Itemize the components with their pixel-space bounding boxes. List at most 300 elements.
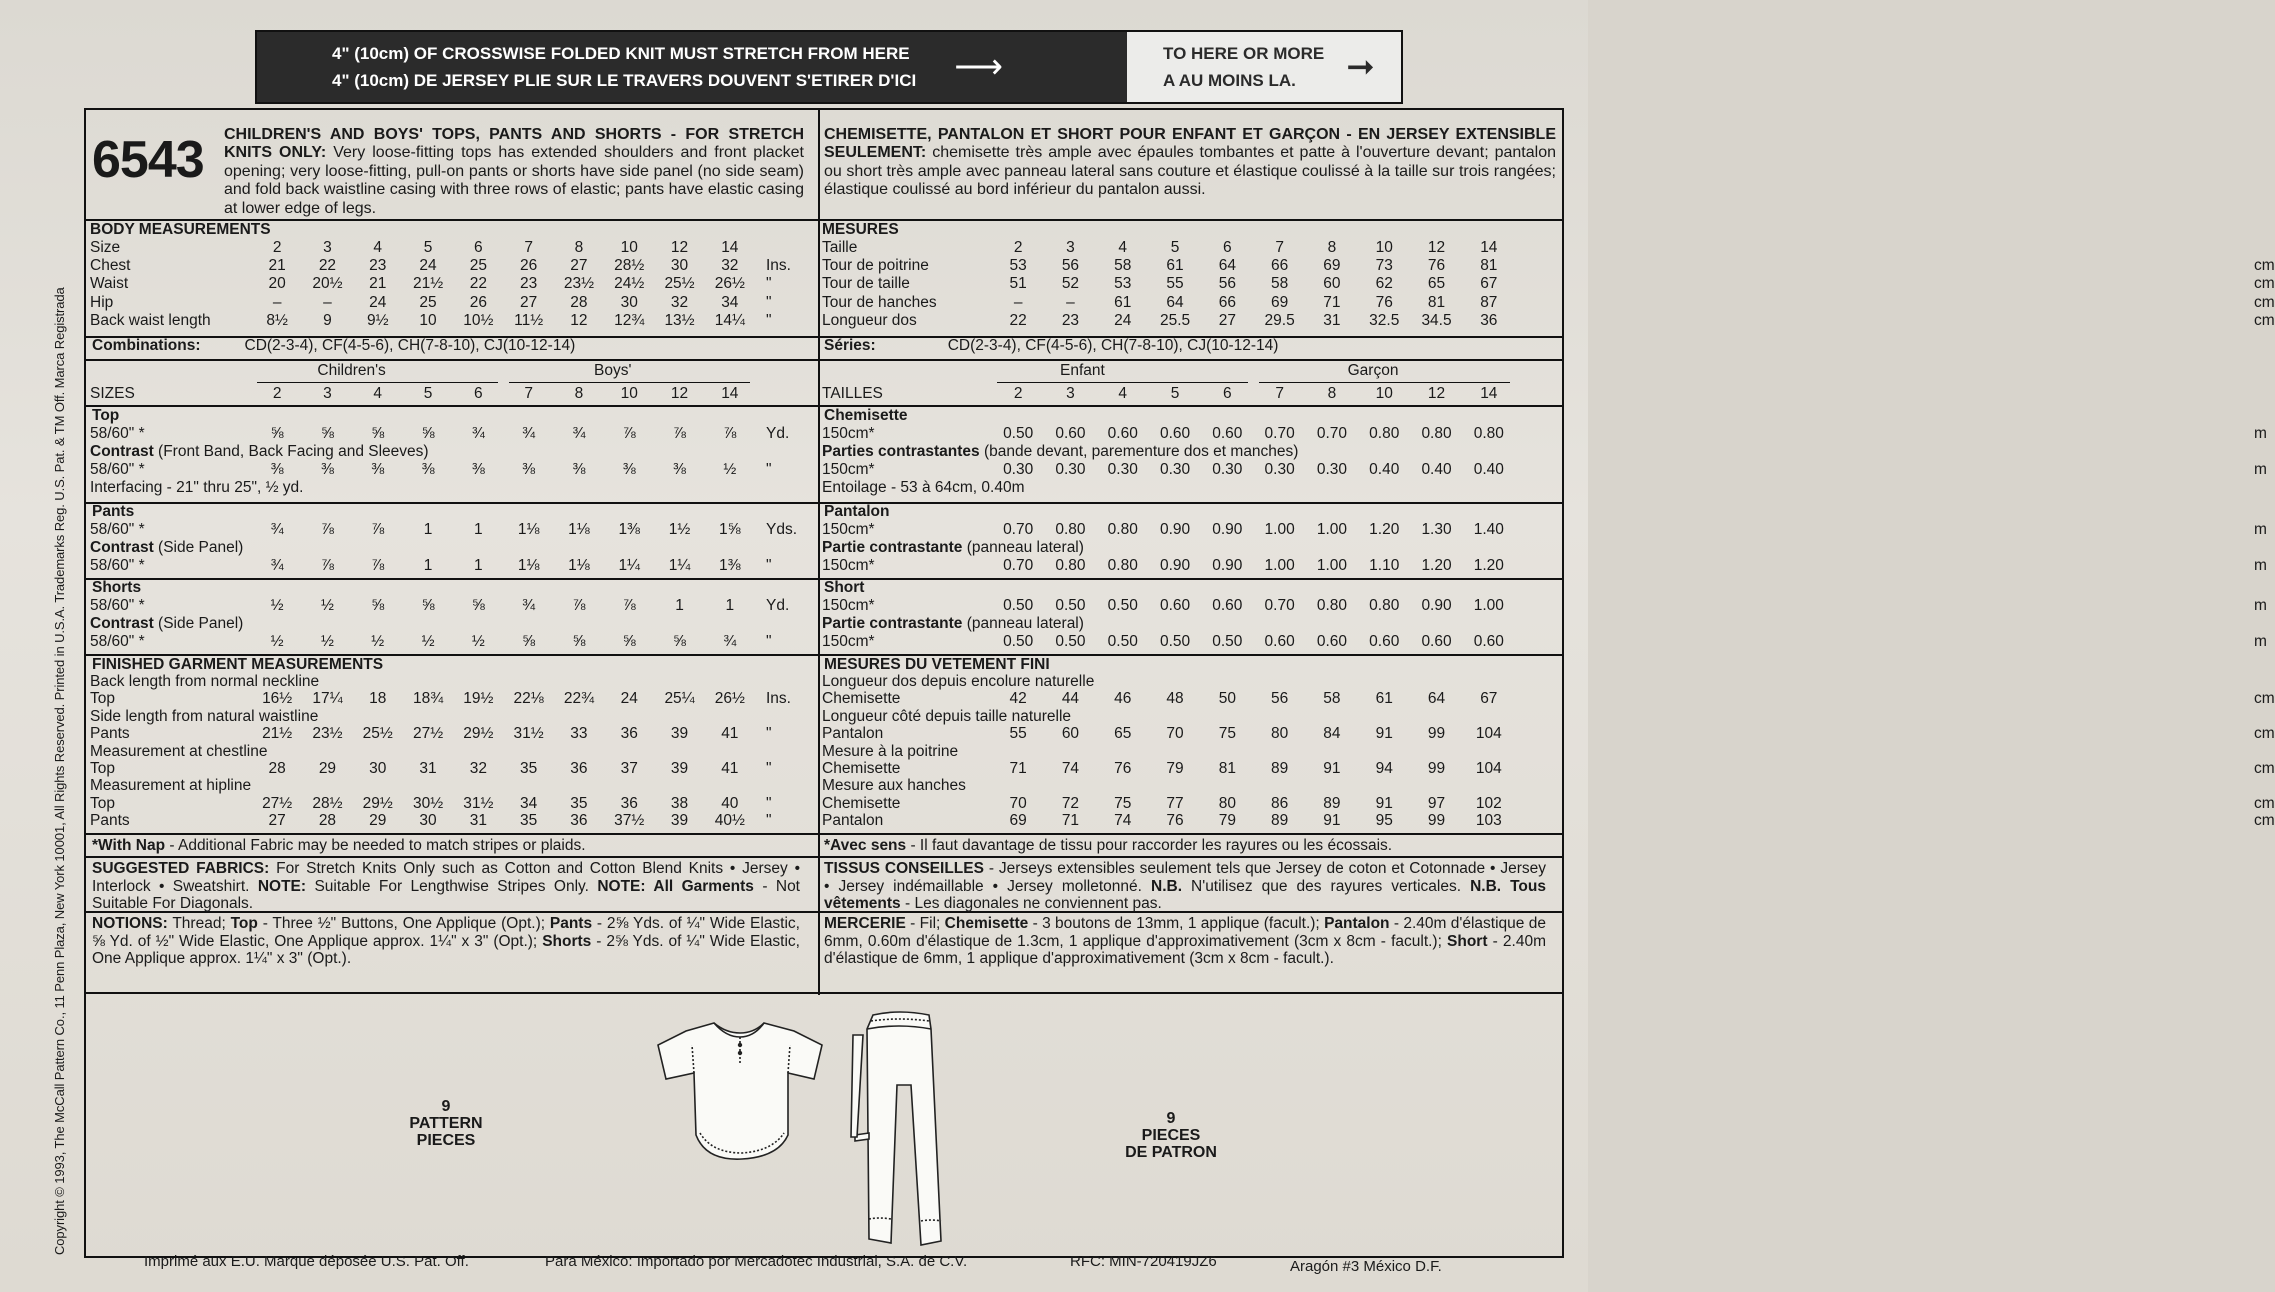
cell-value: – bbox=[1066, 293, 1075, 311]
footer-address: Aragón #3 México D.F. bbox=[1290, 1258, 1442, 1275]
section-heading bbox=[90, 221, 780, 239]
cell-value: 12 bbox=[570, 311, 588, 329]
cell-value: 0.30 bbox=[1107, 460, 1138, 478]
sizes-values bbox=[252, 385, 755, 403]
cell-value: 89 bbox=[1271, 812, 1289, 830]
cell-value: 19½ bbox=[463, 690, 494, 708]
row-label: Pants bbox=[90, 725, 130, 743]
row-values bbox=[252, 257, 755, 275]
row-values bbox=[992, 275, 1515, 293]
nap-text: - Il faut davantage de tissu pour raccorder les rayures ou les écossais. bbox=[906, 837, 1393, 854]
cell-value: 58 bbox=[1114, 257, 1132, 275]
table-row bbox=[822, 597, 2267, 615]
table-row bbox=[822, 239, 1512, 257]
cell-value: 30 bbox=[620, 293, 638, 311]
yardage-heading: Pantalon bbox=[824, 503, 890, 520]
row-label: 150cm* bbox=[822, 632, 875, 650]
suggested-fabrics bbox=[92, 860, 800, 913]
row-label: Hip bbox=[90, 293, 114, 311]
cell-value: 65 bbox=[1427, 275, 1446, 293]
cell-value: 24 bbox=[1114, 311, 1132, 329]
cell-value: 40 bbox=[721, 794, 739, 812]
cell-value: 0.70 bbox=[1316, 425, 1348, 442]
cell-value: 10½ bbox=[463, 311, 494, 329]
cell-value: 70 bbox=[1166, 725, 1184, 743]
table-row bbox=[90, 673, 780, 691]
cell-value: 41 bbox=[721, 725, 739, 743]
cell-value: ¾ bbox=[270, 521, 284, 538]
row-label: Longueur dos depuis encolure naturelle bbox=[822, 673, 1095, 690]
yardage-heading: Chemisette bbox=[824, 407, 908, 424]
yardage-heading: Pants bbox=[92, 503, 135, 520]
row-values bbox=[992, 425, 1515, 443]
cell-value: 0.80 bbox=[1369, 425, 1400, 442]
section-heading bbox=[822, 221, 1512, 239]
cell-value: 0.60 bbox=[1369, 632, 1400, 650]
nap-label: *Avec sens bbox=[824, 837, 907, 854]
stretch-to-en: TO HERE OR MORE bbox=[1163, 44, 1325, 63]
size-value: 4 bbox=[1118, 385, 1128, 402]
row-label: Mesure à la poitrine bbox=[822, 742, 959, 760]
cell-value: 1 bbox=[423, 556, 433, 574]
row-label: 150cm* bbox=[822, 425, 875, 442]
row-label: Entoilage - 53 à 64cm, 0.40m bbox=[822, 479, 1025, 496]
cell-value: 22 bbox=[469, 275, 487, 293]
cell-value: ¾ bbox=[572, 425, 586, 442]
cell-value: 29 bbox=[369, 812, 387, 830]
cell-value: 0.90 bbox=[1212, 521, 1243, 538]
cell-value: 25.5 bbox=[1159, 311, 1191, 329]
row-label: Top bbox=[90, 794, 115, 812]
cell-value: 4 bbox=[373, 239, 383, 256]
cell-value: 71 bbox=[1323, 293, 1341, 311]
cell-value: – bbox=[272, 293, 282, 311]
pattern-pieces-en: 9 PATTERN PIECES bbox=[409, 1098, 483, 1149]
cell-value: 29½ bbox=[362, 794, 393, 812]
cell-value: 27½ bbox=[262, 794, 293, 812]
row-unit: Yds. bbox=[766, 521, 798, 538]
stretch-guide-to bbox=[1127, 32, 1401, 102]
row-unit: " bbox=[766, 725, 772, 743]
row-label: Tour de taille bbox=[822, 275, 910, 293]
arrow-right-icon: ➞ bbox=[1346, 48, 1375, 86]
row-unit: " bbox=[766, 460, 772, 478]
cell-value: 23 bbox=[369, 257, 387, 275]
notions-garment: Short bbox=[1447, 932, 1488, 950]
size-value: 12 bbox=[1427, 385, 1446, 402]
row-unit: Ins. bbox=[766, 257, 791, 275]
cell-value: ⅜ bbox=[371, 460, 385, 478]
cell-value: 84 bbox=[1323, 725, 1341, 743]
table-row bbox=[822, 443, 1512, 461]
cell-value: 6 bbox=[1223, 239, 1232, 256]
cell-value: ⅝ bbox=[673, 632, 686, 650]
nap-note bbox=[824, 837, 1544, 855]
row-unit: " bbox=[766, 760, 772, 777]
cell-value: 99 bbox=[1427, 812, 1446, 830]
cell-value: 32 bbox=[670, 293, 689, 311]
cell-value: 0.90 bbox=[1421, 597, 1452, 614]
size-value: 4 bbox=[373, 385, 383, 402]
fabrics-note-text: N'utilisez que des rayures verticales. bbox=[1182, 877, 1471, 895]
cell-value: 66 bbox=[1218, 293, 1236, 311]
cell-value: 56 bbox=[1218, 275, 1236, 293]
yardage-heading: Top bbox=[92, 407, 120, 424]
table-row bbox=[822, 521, 2267, 539]
cell-value: 27½ bbox=[412, 725, 444, 743]
cell-value: 36 bbox=[570, 760, 588, 777]
table-row bbox=[90, 760, 780, 778]
stretch-from-en: 4" (10cm) OF CROSSWISE FOLDED KNIT MUST STRETCH FROM HERE bbox=[332, 44, 910, 63]
group-underline bbox=[257, 382, 498, 383]
row-unit: " bbox=[766, 275, 772, 293]
cell-value: 18¾ bbox=[412, 690, 444, 708]
cell-value: 35 bbox=[520, 760, 538, 777]
cell-value: 29½ bbox=[463, 725, 494, 743]
cell-value: ⅜ bbox=[572, 460, 586, 478]
cell-value: 0.40 bbox=[1369, 460, 1400, 478]
cell-value: 5 bbox=[423, 239, 433, 256]
cell-value: 9 bbox=[323, 311, 332, 329]
cell-value: 44 bbox=[1061, 690, 1080, 708]
cell-value: 89 bbox=[1271, 760, 1289, 777]
table-row bbox=[822, 257, 2275, 275]
cell-value: 36 bbox=[1480, 311, 1498, 329]
cell-value: 25½ bbox=[362, 725, 393, 743]
table-row bbox=[90, 795, 780, 813]
cell-value: 32 bbox=[469, 760, 487, 777]
row-values bbox=[992, 812, 1515, 830]
cell-value: ½ bbox=[723, 460, 737, 478]
cell-value: ⅝ bbox=[371, 597, 385, 614]
row-label: Longueur dos bbox=[822, 311, 917, 329]
notions-text: - Three ½" Buttons, One Applique (Opt.); bbox=[257, 915, 550, 932]
cell-value: 60 bbox=[1061, 725, 1080, 743]
fabrics-text: For Stretch Knits Only such as Cotton and Cotton Blend Knits • Jersey • Interlock • Sweatshirt. bbox=[92, 860, 800, 895]
stretch-to-fr: A AU MOINS LA. bbox=[1163, 71, 1296, 90]
table-row bbox=[822, 460, 2267, 479]
cell-value: 1.10 bbox=[1369, 556, 1400, 574]
cell-value: 64 bbox=[1218, 257, 1236, 275]
row-label: Chest bbox=[90, 257, 131, 275]
combinations-label: Séries: bbox=[824, 337, 876, 354]
row-values bbox=[252, 795, 755, 813]
notions-garment: Pantalon bbox=[1324, 915, 1390, 932]
row-values bbox=[992, 294, 1515, 312]
cell-value: 0.60 bbox=[1159, 597, 1191, 614]
cell-value: 71 bbox=[1061, 812, 1080, 830]
cell-value: 0.60 bbox=[1212, 597, 1243, 614]
cell-value: 0.60 bbox=[1159, 425, 1191, 442]
cell-value: 75 bbox=[1218, 725, 1236, 743]
row-unit: m bbox=[2254, 460, 2267, 478]
row-unit: cm bbox=[2254, 311, 2275, 329]
cell-value: 94 bbox=[1375, 760, 1393, 777]
row-label: Back waist length bbox=[90, 311, 211, 329]
row-label: Taille bbox=[822, 239, 858, 256]
cell-value: 41 bbox=[721, 760, 739, 777]
cell-value: 27 bbox=[1218, 311, 1236, 329]
notions-text: - 2.40m d'élastique de 6mm, 0.60m d'élastique de 1.3cm, 1 applique d'approximativement (3cm x 8cm - facult.); bbox=[824, 915, 1546, 950]
cell-value: 55 bbox=[1166, 275, 1184, 293]
cell-value: 5 bbox=[1170, 239, 1180, 256]
cell-value: 39 bbox=[670, 725, 689, 743]
cell-value: ¾ bbox=[471, 425, 485, 442]
size-value: 14 bbox=[1480, 385, 1498, 402]
footer-import: Para México: Importado por Mercadotec Industrial, S.A. de C.V. bbox=[545, 1253, 968, 1270]
cell-value: 36 bbox=[620, 725, 638, 743]
row-unit: " bbox=[766, 632, 772, 650]
row-values bbox=[992, 597, 1515, 615]
notions-garment: Top bbox=[230, 915, 258, 932]
cell-value: 0.70 bbox=[1264, 597, 1295, 614]
cell-value: 0.30 bbox=[1055, 460, 1086, 478]
row-values bbox=[252, 521, 755, 539]
cell-value: 64 bbox=[1427, 690, 1446, 708]
cell-value: 35 bbox=[570, 794, 588, 812]
table-row bbox=[90, 275, 780, 293]
cell-value: 32.5 bbox=[1369, 311, 1400, 329]
row-label: 58/60" * bbox=[90, 460, 145, 478]
group-boys-label: Boys' bbox=[594, 362, 632, 379]
footer-trademark: Imprimé aux E.U. Marque déposée U.S. Pat. Off. bbox=[144, 1253, 469, 1270]
cell-value: 62 bbox=[1375, 275, 1393, 293]
sizes-values bbox=[992, 385, 1515, 403]
cell-value: 23½ bbox=[312, 725, 343, 743]
cell-value: 86 bbox=[1271, 794, 1289, 812]
cell-value: 0.80 bbox=[1055, 521, 1086, 538]
cell-value: 48 bbox=[1166, 690, 1184, 708]
cell-value: 75 bbox=[1114, 794, 1132, 812]
cell-value: 36 bbox=[620, 794, 638, 812]
cell-value: ⅝ bbox=[421, 425, 435, 442]
cell-value: 29.5 bbox=[1264, 311, 1295, 329]
cell-value: ⅝ bbox=[522, 632, 536, 650]
cell-value: 1 bbox=[675, 597, 684, 614]
row-values bbox=[992, 461, 1515, 479]
cell-value: 1.00 bbox=[1316, 556, 1348, 574]
row-unit: " bbox=[766, 812, 772, 830]
table-row bbox=[822, 777, 1512, 795]
cell-value: 74 bbox=[1061, 760, 1080, 777]
table-row bbox=[822, 311, 2275, 330]
cell-value: 104 bbox=[1475, 760, 1502, 777]
cell-value: ⅞ bbox=[371, 521, 385, 538]
cell-value: 39 bbox=[670, 812, 689, 830]
cell-value: 1¼ bbox=[618, 556, 640, 574]
cell-value: 0.50 bbox=[1212, 632, 1243, 650]
row-unit: " bbox=[766, 293, 772, 311]
row-label: Longueur côté depuis taille naturelle bbox=[822, 707, 1072, 725]
cell-value: ⅝ bbox=[320, 425, 334, 442]
cell-value: 9½ bbox=[366, 311, 389, 329]
table-row bbox=[90, 479, 780, 497]
cell-value: ⅝ bbox=[371, 425, 385, 442]
cell-value: 0.60 bbox=[1264, 632, 1295, 650]
cell-value: 28½ bbox=[614, 257, 645, 275]
cell-value: 30 bbox=[419, 812, 437, 830]
cell-value: 1⅛ bbox=[517, 521, 540, 538]
cell-value: 26 bbox=[469, 293, 487, 311]
cell-value: 91 bbox=[1375, 725, 1393, 743]
row-label: Chemisette bbox=[822, 794, 901, 812]
cell-value: 55 bbox=[1009, 725, 1027, 743]
row-values bbox=[252, 294, 755, 312]
cell-value: 1⅛ bbox=[517, 556, 540, 574]
row-label: BODY MEASUREMENTS bbox=[90, 221, 271, 238]
cell-value: 7 bbox=[1275, 239, 1284, 256]
cell-value: 1⅜ bbox=[719, 556, 741, 574]
cell-value: 61 bbox=[1375, 690, 1393, 708]
description-fr: CHEMISETTE, PANTALON ET SHORT POUR ENFANT ET GARÇON - EN JERSEY EXTENSIBLE SEULEMENT: chemisette très ample avec épaules tombantes et patte à l'ouverture devant; pantalon ou short très ample avec panneau lateral sans couture et élastique coulissé à la taille sur trois rangées; élastique coulissé au bord inférieur du pantalon aussi. bbox=[824, 126, 1556, 199]
sizes-label: SIZES bbox=[90, 385, 135, 402]
cell-value: 21 bbox=[369, 275, 387, 293]
table-row bbox=[822, 632, 2267, 651]
cell-value: 58 bbox=[1271, 275, 1289, 293]
cell-value: ⅞ bbox=[320, 521, 334, 538]
cell-value: 60 bbox=[1323, 275, 1341, 293]
row-values bbox=[252, 557, 755, 575]
cell-value: 21½ bbox=[262, 725, 293, 743]
cell-value: 79 bbox=[1166, 760, 1184, 777]
cell-value: ⅝ bbox=[471, 597, 485, 614]
cell-value: 23 bbox=[520, 275, 538, 293]
table-row bbox=[822, 293, 2275, 312]
cell-value: 99 bbox=[1427, 725, 1446, 743]
combinations-row bbox=[92, 337, 575, 355]
size-value: 5 bbox=[423, 385, 433, 402]
sizes-label: TAILLES bbox=[822, 385, 883, 402]
table-row bbox=[90, 708, 780, 726]
cell-value: 34 bbox=[721, 293, 739, 311]
row-label: (Front Band, Back Facing and Sleeves) bbox=[153, 443, 429, 461]
row-label: 58/60" * bbox=[90, 632, 145, 650]
fabrics-note-label: N.B. Tous vêtements bbox=[824, 877, 1546, 913]
group-children-label: Children's bbox=[317, 362, 386, 379]
table-row bbox=[90, 539, 780, 557]
cell-value: 22¾ bbox=[563, 690, 595, 708]
cell-value: 91 bbox=[1323, 812, 1341, 830]
row-label-bold: Contrast bbox=[90, 615, 154, 633]
row-unit: cm bbox=[2254, 725, 2275, 743]
row-label: Tour de poitrine bbox=[822, 257, 929, 275]
row-label: Interfacing - 21" thru 25", ½ yd. bbox=[90, 479, 304, 496]
cell-value: 81 bbox=[1480, 257, 1498, 275]
cell-value: 21½ bbox=[412, 275, 444, 293]
cell-value: 12¾ bbox=[614, 311, 645, 329]
combinations-row bbox=[824, 337, 1278, 355]
cell-value: 28 bbox=[318, 812, 337, 830]
finished-heading: MESURES DU VETEMENT FINI bbox=[824, 656, 1050, 673]
table-row bbox=[90, 461, 780, 479]
cell-value: 14¼ bbox=[714, 311, 745, 329]
table-row bbox=[822, 425, 2267, 443]
cell-value: 24 bbox=[419, 257, 437, 275]
row-label-bold: Contrast bbox=[90, 539, 154, 557]
size-value: 8 bbox=[1327, 385, 1337, 402]
cell-value: 16½ bbox=[262, 690, 293, 708]
cell-value: 21 bbox=[268, 257, 286, 275]
notions-text: - 3 boutons de 13mm, 1 applique (facult.); bbox=[1028, 915, 1325, 932]
row-unit: " bbox=[766, 556, 772, 574]
cell-value: ⅞ bbox=[723, 425, 737, 442]
table-row bbox=[822, 708, 1512, 726]
notions-text: Thread; bbox=[167, 915, 231, 932]
description-en: CHILDREN'S AND BOYS' TOPS, PANTS AND SHORTS - FOR STRETCH KNITS ONLY: Very loose-fitting tops has extended shoulders and front placket opening; very loose-fitting, pull-on pants or shorts have side panel (no side seam) and fold back waistline casing with three rows of elastic; pants have elastic casing at lower edge of legs. bbox=[224, 126, 804, 217]
table-row bbox=[90, 557, 780, 575]
cell-value: 0.90 bbox=[1159, 556, 1191, 574]
row-label: Measurement at chestline bbox=[90, 742, 268, 760]
cell-value: 18 bbox=[369, 690, 387, 708]
cell-value: 0.80 bbox=[1107, 521, 1138, 538]
row-values bbox=[992, 312, 1515, 330]
row-label: (bande devant, parementure dos et manches) bbox=[979, 443, 1299, 461]
cell-value: 2 bbox=[272, 239, 282, 256]
cell-value: 64 bbox=[1166, 293, 1184, 311]
cell-value: 31 bbox=[469, 812, 487, 830]
row-values bbox=[252, 239, 755, 257]
cell-value: 8½ bbox=[266, 311, 288, 329]
cell-value: 26½ bbox=[714, 690, 745, 708]
cell-value: 23½ bbox=[563, 275, 595, 293]
cell-value: 0.90 bbox=[1212, 556, 1243, 574]
cell-value: 52 bbox=[1061, 275, 1080, 293]
cell-value: ¾ bbox=[522, 597, 536, 614]
cell-value: 37 bbox=[620, 760, 638, 777]
row-values bbox=[252, 275, 755, 293]
nap-label: *With Nap bbox=[92, 837, 166, 854]
cell-value: 0.60 bbox=[1316, 632, 1348, 650]
cell-value: 1.00 bbox=[1316, 521, 1348, 538]
cell-value: 0.80 bbox=[1316, 597, 1348, 614]
cell-value: ¾ bbox=[270, 556, 284, 574]
row-values bbox=[992, 239, 1515, 257]
fabrics-note-text: - Not Suitable For Diagonals. bbox=[92, 877, 800, 913]
cell-value: 56 bbox=[1061, 257, 1080, 275]
cell-value: 27 bbox=[520, 293, 538, 311]
row-label: Mesure aux hanches bbox=[822, 777, 966, 795]
row-label: (Side Panel) bbox=[153, 539, 244, 557]
row-values bbox=[252, 461, 755, 479]
cell-value: ⅞ bbox=[622, 597, 636, 614]
suggested-fabrics bbox=[824, 860, 1546, 913]
stretch-guide-from bbox=[257, 32, 1127, 102]
cell-value: 0.50 bbox=[1003, 597, 1034, 614]
table-row bbox=[822, 794, 2275, 813]
cell-value: 0.80 bbox=[1473, 425, 1504, 442]
cell-value: ⅞ bbox=[371, 556, 385, 574]
row-values bbox=[252, 725, 755, 743]
cell-value: ⅝ bbox=[572, 632, 586, 650]
cell-value: 1 bbox=[474, 556, 483, 574]
row-label: Pantalon bbox=[822, 812, 884, 830]
cell-value: – bbox=[1013, 293, 1023, 311]
cell-value: 0.30 bbox=[1159, 460, 1191, 478]
group-children-label: Enfant bbox=[1059, 362, 1105, 379]
row-values bbox=[992, 521, 1515, 539]
fabrics-label: TISSUS CONSEILLES bbox=[824, 860, 984, 877]
row-label: Measurement at hipline bbox=[90, 777, 252, 795]
cell-value: 17¼ bbox=[312, 690, 343, 708]
cell-value: ⅜ bbox=[320, 460, 334, 478]
fabrics-note-label: N.B. bbox=[1151, 877, 1182, 895]
cell-value: 65 bbox=[1114, 725, 1132, 743]
cell-value: 2 bbox=[1013, 239, 1023, 256]
table-row bbox=[90, 443, 780, 461]
cell-value: ¾ bbox=[522, 425, 536, 442]
cell-value: 0.30 bbox=[1316, 460, 1348, 478]
cell-value: 37½ bbox=[614, 812, 645, 830]
